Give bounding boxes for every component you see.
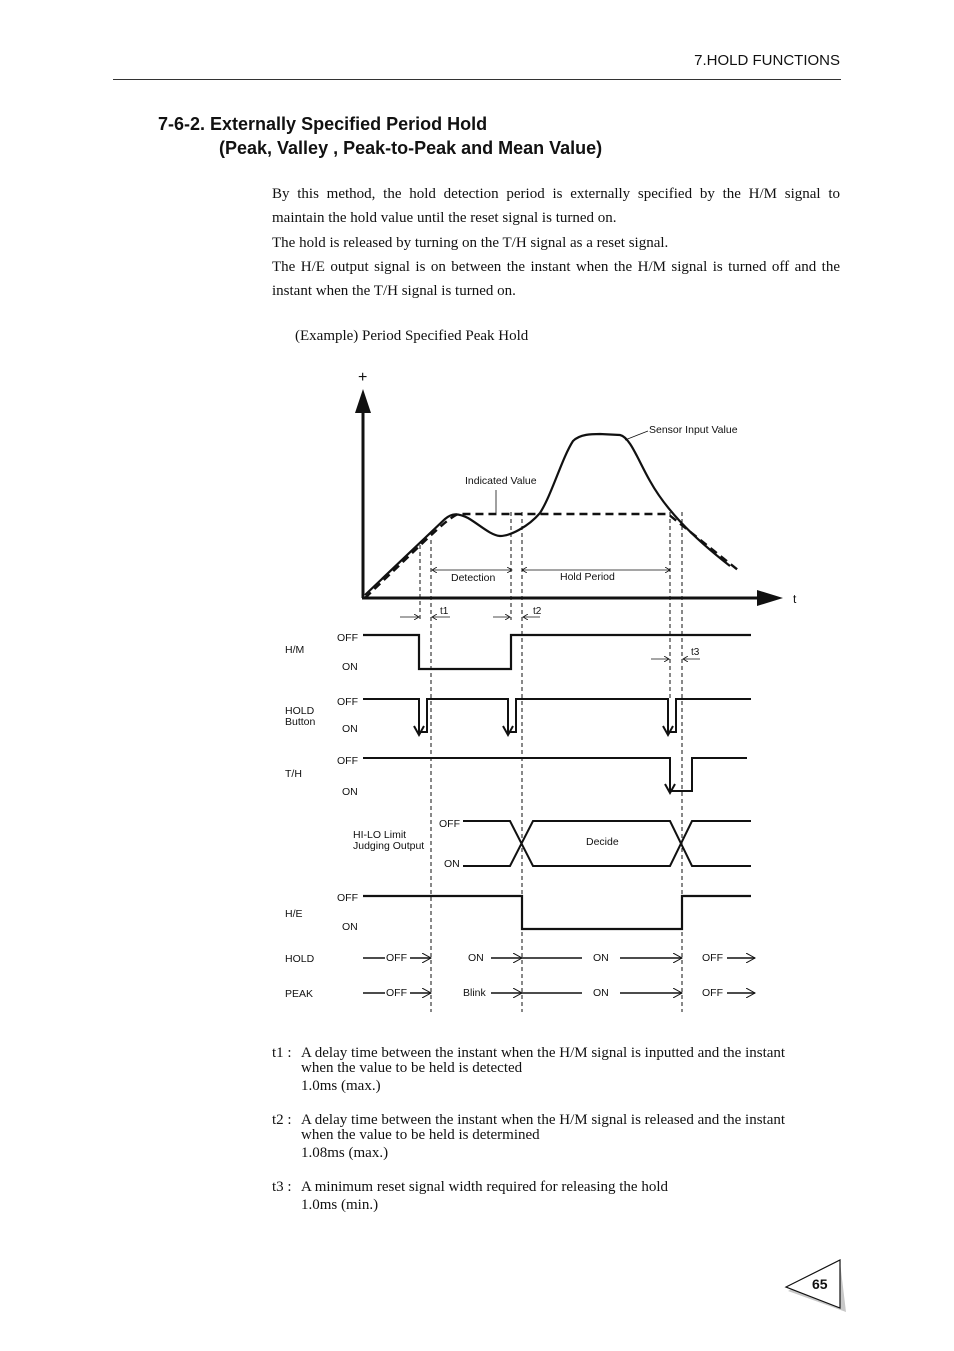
hilo-label-1: HI-LO Limit	[353, 829, 407, 841]
timing-notes	[272, 1046, 840, 1232]
sensor-leader	[625, 431, 648, 440]
t3-label: t3	[691, 647, 700, 658]
t-axis-label: t	[793, 592, 797, 606]
hold-state: ON	[468, 952, 484, 964]
hold-state: OFF	[702, 952, 723, 964]
note-text-line: when the value to be held is determined	[301, 1127, 540, 1143]
hold-button-signal	[363, 699, 751, 732]
hold-button-label-2: Button	[285, 716, 316, 728]
peak-row-label: PEAK	[285, 988, 314, 1000]
indicated-value-label: Indicated Value	[465, 475, 537, 487]
y-axis-arrow	[355, 389, 371, 413]
hm-row-label: H/M	[285, 644, 305, 656]
hilo-on-label: ON	[444, 858, 460, 870]
note-text-line: A delay time between the instant when the H/M signal is released and the instant	[301, 1112, 786, 1128]
decide-label: Decide	[586, 836, 619, 848]
section-title-line-1: 7-6-2. Externally Specified Period Hold	[158, 114, 488, 134]
note-text	[272, 1180, 840, 1195]
hilo-off-label: OFF	[439, 818, 460, 830]
peak-state: ON	[593, 987, 609, 999]
intro-paragraph: The hold is released by turning on the T/H signal as a reset signal.	[272, 234, 669, 251]
th-signal	[363, 758, 747, 791]
hold-row-label: HOLD	[285, 953, 315, 965]
section-title-line-2: (Peak, Valley , Peak-to-Peak and Mean Value)	[219, 138, 603, 158]
hm-off-label: OFF	[337, 632, 358, 644]
note-item	[272, 1180, 840, 1213]
hold-state: OFF	[386, 952, 407, 964]
peak-state: OFF	[702, 987, 723, 999]
hold-button-on-label: ON	[342, 723, 358, 735]
he-row-label: H/E	[285, 908, 303, 920]
page-number: 65	[812, 1276, 828, 1292]
note-text	[272, 1113, 840, 1143]
hold-button-off-label: OFF	[337, 696, 358, 708]
reference-lines	[420, 512, 682, 1012]
running-header: 7.HOLD FUNCTIONS	[694, 52, 840, 69]
note-key: t3 :	[272, 1179, 292, 1195]
hm-on-label: ON	[342, 661, 358, 673]
note-item	[272, 1046, 840, 1094]
plus-label: +	[358, 369, 368, 386]
note-value: 1.0ms (min.)	[301, 1197, 379, 1213]
th-row-label: T/H	[285, 768, 302, 780]
note-key: t1 :	[272, 1045, 292, 1061]
note-text-line: A delay time between the instant when the H/M signal is inputted and the instant	[301, 1045, 786, 1061]
detection-label: Detection	[451, 572, 496, 584]
th-on-label: ON	[342, 786, 358, 798]
peak-state: Blink	[463, 987, 486, 999]
t-axis-arrow	[757, 590, 783, 606]
hold-period-label: Hold Period	[560, 571, 615, 583]
t1-label: t1	[440, 606, 449, 617]
intro-paragraph: By this method, the hold detection period is externally specified by the H/M signal to maintain the hold value until the reset signal is turned on.	[272, 186, 840, 227]
example-caption: (Example) Period Specified Peak Hold	[295, 328, 529, 344]
hold-state: ON	[593, 952, 609, 964]
he-off-label: OFF	[337, 892, 358, 904]
sensor-input-label: Sensor Input Value	[649, 424, 738, 436]
note-key: t2 :	[272, 1112, 292, 1128]
note-text-line: when the value to be held is detected	[301, 1060, 523, 1076]
th-off-label: OFF	[337, 755, 358, 767]
note-value: 1.08ms (max.)	[301, 1145, 389, 1161]
note-value: 1.0ms (max.)	[301, 1078, 381, 1094]
he-signal	[363, 896, 751, 929]
note-text-line: A minimum reset signal width required for releasing the hold	[301, 1179, 669, 1195]
t2-label: t2	[533, 606, 542, 617]
intro-paragraph: The H/E output signal is on between the instant when the H/M signal is turned off and the instant when the T/H signal is turned on.	[272, 258, 840, 300]
hilo-label-2: Judging Output	[353, 840, 425, 852]
note-item	[272, 1113, 840, 1161]
he-on-label: ON	[342, 921, 358, 933]
hold-button-label-1: HOLD	[285, 705, 315, 717]
note-text	[272, 1046, 840, 1076]
peak-state: OFF	[386, 987, 407, 999]
